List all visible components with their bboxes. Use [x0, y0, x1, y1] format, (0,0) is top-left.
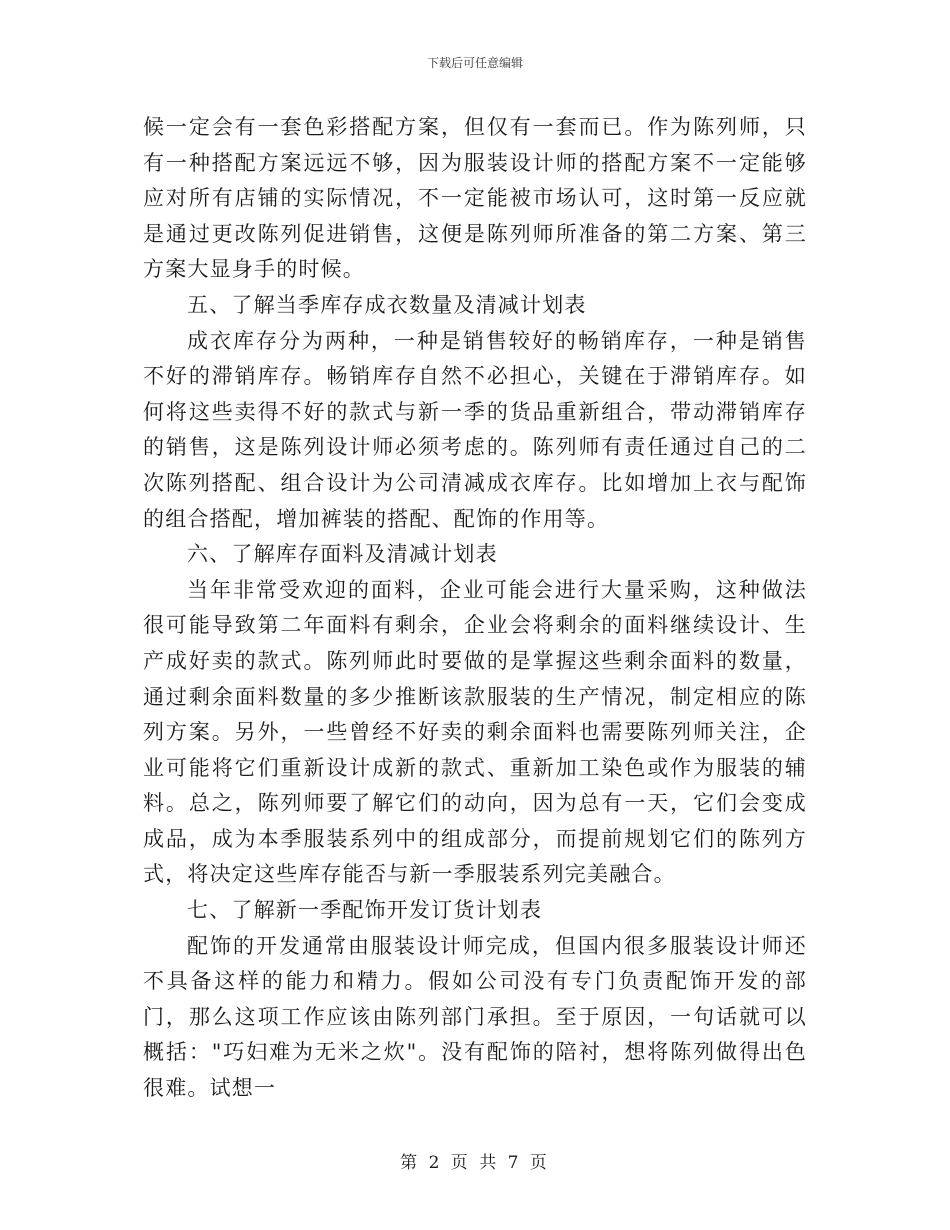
document-body [143, 110, 807, 1107]
paragraph-continuation: 候一定会有一套色彩搭配方案，但仅有一套而已。作为陈列师，只有一种搭配方案远远不够，因为服装设计师的搭配方案不一定能够应对所有店铺的实际情况，不一定能被市场认可，这时第一反应就是通过更改陈列促进销售，这便是陈列师所准备的第二方案、第三方案大显身手的时候。 [143, 115, 807, 282]
section-heading-7: 七、了解新一季配饰开发订货计划表 [187, 898, 543, 923]
paragraph-fabric-inventory: 当年非常受欢迎的面料，企业可能会进行大量采购，这种做法很可能导致第二年面料有剩余，企业会将剩余的面料继续设计、生产成好卖的款式。陈列师此时要做的是掌握这些剩余面料的数量，通过剩余面料数量的多少推断该款服装的生产情况，制定相应的陈列方案。另外，一些曾经不好卖的剩余面料也需要陈列师关注，企业可能将它们重新设计成新的款式、重新加工染色或作为服装的辅料。总之，陈列师要了解它们的动向，因为总有一天，它们会变成成品，成为本季服装系列中的组成部分，而提前规划它们的陈列方式，将决定这些库存能否与新一季服装系列完美融合。 [143, 577, 807, 887]
section-heading-5: 五、了解当季库存成衣数量及清减计划表 [187, 292, 587, 317]
page-header: 下载后可任意编辑 [426, 56, 523, 70]
page-footer: 第 2 页 共 7 页 [400, 1153, 550, 1173]
paragraph-accessories: 配饰的开发通常由服装设计师完成，但国内很多服装设计师还不具备这样的能力和精力。假如公司没有专门负责配饰开发的部门，那么这项工作应该由陈列部门承担。至于原因，一句话就可以概括："巧妇难为无米之炊"。没有配饰的陪衬，想将陈列做得出色很难。试想一 [143, 933, 807, 1101]
section-heading-6: 六、了解库存面料及清减计划表 [187, 542, 498, 567]
paragraph-garment-inventory: 成衣库存分为两种，一种是销售较好的畅销库存，一种是销售不好的滞销库存。畅销库存自然不必担心，关键在于滞销库存。如何将这些卖得不好的款式与新一季的货品重新组合，带动滞销库存的销售，这是陈列设计师必须考虑的。陈列师有责任通过自己的二次陈列搭配、组合设计为公司清减成衣库存。比如增加上衣与配饰的组合搭配，增加裤装的搭配、配饰的作用等。 [143, 328, 807, 531]
